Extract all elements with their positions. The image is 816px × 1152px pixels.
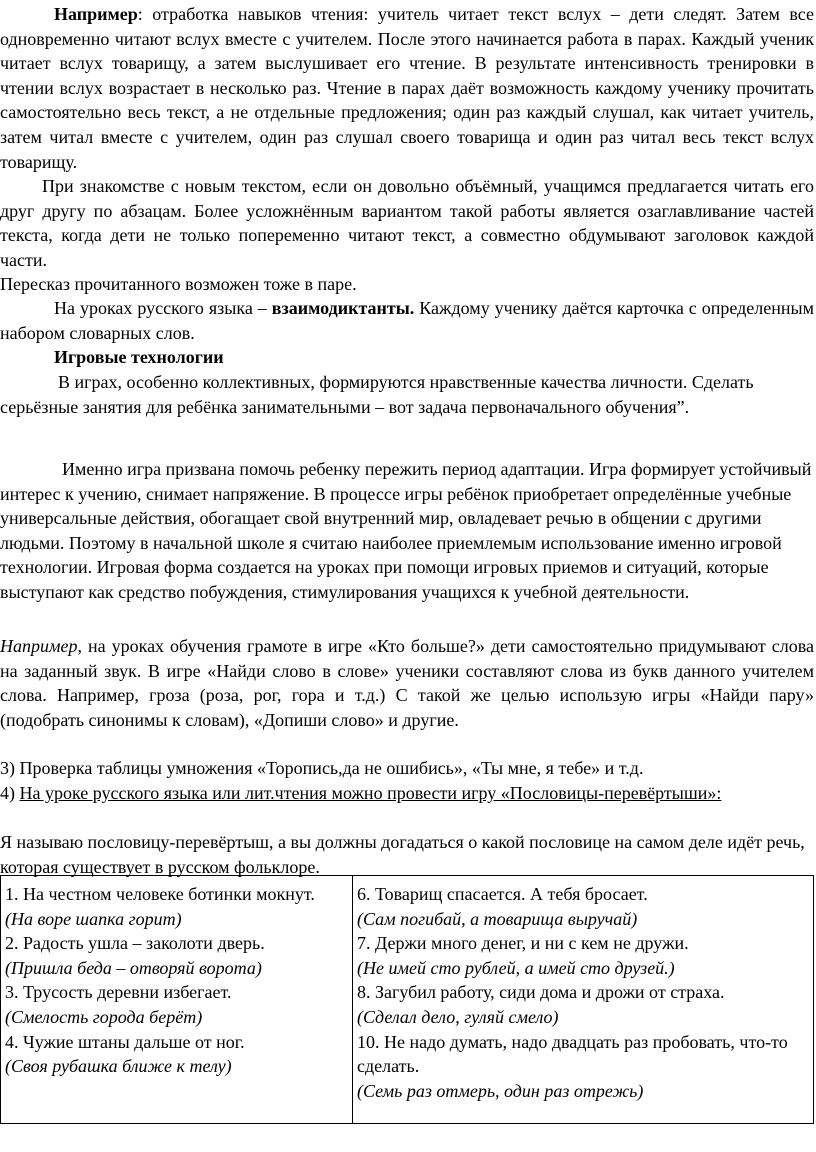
proverb-item bbox=[5, 882, 348, 907]
proverb-answer: (Семь раз отмерь, один раз отрежь) bbox=[357, 1080, 644, 1101]
paragraph-games-quote bbox=[0, 370, 814, 419]
proverb-item bbox=[5, 1030, 348, 1055]
paragraph-literacy-games bbox=[0, 634, 814, 732]
proverb-reversed: 6. Товарищ спасается. А тебя бросает. bbox=[357, 884, 648, 904]
proverb-item bbox=[5, 931, 348, 956]
paragraph-proverbs-game bbox=[0, 781, 814, 806]
section-heading bbox=[0, 345, 814, 370]
proverb-item bbox=[357, 980, 809, 1005]
proverb-reversed: 8. Загубил работу, сиди дома и дрожи от страха. bbox=[357, 982, 725, 1003]
paragraph-proverbs-instructions: Я называю пословицу-перевёртыш, а вы должны догадаться о какой пословице на самом деле идёт речь, которая существует в русском фольклоре. bbox=[0, 832, 805, 877]
paragraph-retelling: Пересказ прочитанного возможен тоже в паре. bbox=[0, 274, 357, 294]
paragraph-pair-reading-text: : отработка навыков чтения: учитель читает текст вслух – дети следят. Затем все одновременно читают вслух вместе с учителем. После этого начинается работа в парах. Каждый ученик читает вслух товарищу, а затем выслушивает его чтение. В результате интенсивность тренировки в чтении вслух возрастает в несколько раз. Чтение в парах даёт возможность каждому ученику прочитать самостоятельно весь текст, а не отдельные предложения; один раз каждый слушал, как читает учитель, затем читал вместе с учителем, один раз слушал своего товарища и один раз читал весь текст вслух товарищу. bbox=[0, 4, 814, 172]
proverb-answer: (Сделал дело, гуляй смело) bbox=[357, 1006, 559, 1027]
paragraph-games-quote-text: В играх, особенно коллективных, формируются нравственные качества личности. Сделать серьёзные занятия для ребёнка занимательными – вот задача первоначального обучения”. bbox=[0, 372, 754, 417]
paragraph-new-text-body: При знакомстве с новым текстом, если он довольно объёмный, учащимся предлагается читать его друг другу по абзацам. Более усложнённым вариантом такой работы является озаглавливание частей текста, когда дети не только попеременно читают текст, а совместно обдумывают заголовок каждой части. bbox=[0, 176, 814, 270]
proverb-reversed: 4. Чужие штаны дальше от ног. bbox=[5, 1031, 245, 1052]
proverb-reversed: 7. Держи много денег, и ни с кем не дружи. bbox=[357, 933, 689, 954]
paragraph-pair-reading bbox=[0, 2, 814, 174]
proverb-answer: (Сам погибай, а товарища выручай) bbox=[357, 908, 638, 929]
proverb-reversed: 10. Не надо думать, надо двадцать раз пробовать, что-то сделать. bbox=[357, 1031, 788, 1077]
proverbs-table bbox=[0, 875, 814, 1124]
paragraph-game-adaptation bbox=[0, 457, 814, 605]
proverb-answer: (Не имей сто рублей, а имей сто друзей.) bbox=[357, 957, 675, 978]
mutual-dictation-after: Каждому ученику даётся карточка с определенным набором словарных слов. bbox=[0, 298, 815, 343]
mutual-dictation-before: На уроках русского языка – bbox=[54, 298, 272, 318]
paragraph-literacy-games-text: , на уроках обучения грамоте в игре «Кто больше?» дети самостоятельно придумывают слова на заданный звук. В игре «Найди слово в слове» ученики составляют слова из букв данного учителем слова. Например, гроза (роза, рог, гора и т.д.) С такой же целью использую игры «Найди пару» (подобрать синонимы к словам), «Допиши слово» и другие. bbox=[0, 636, 814, 730]
paragraph-new-text bbox=[0, 174, 814, 272]
paragraph-mutual-dictation bbox=[0, 296, 814, 345]
proverbs-game-number: 4) bbox=[0, 783, 20, 803]
proverb-reversed: 3. Трусость деревни избегает. bbox=[5, 982, 232, 1003]
proverb-item bbox=[357, 1030, 809, 1079]
proverb-answer: (На воре шапка горит) bbox=[5, 908, 182, 929]
table-row bbox=[1, 876, 814, 1124]
proverb-answer: (Пришла беда – отворяй ворота) bbox=[5, 957, 262, 978]
proverb-answer: (Смелость города берёт) bbox=[5, 1006, 203, 1027]
proverb-reversed: 1. На честном человеке ботинки мокнут. bbox=[5, 884, 315, 904]
mutual-dictation-bold: взаимодиктанты. bbox=[271, 298, 415, 318]
example-label-bold: Например bbox=[54, 4, 138, 24]
proverb-item bbox=[5, 980, 348, 1005]
paragraph-game-adaptation-text: Именно игра призвана помочь ребенку пережить период адаптации. Игра формирует устойчивый интерес к учению, снимает напряжение. В процессе игры ребёнок приобретает определённые учебные универсальные действия, обогащает свой внутренний мир, овладевает речью в общении с другими людьми. Поэтому в начальной школе я считаю наиболее приемлемым использование именно игровой технологии. Игровая форма создается на уроках при помощи игровых приемов и ситуаций, которые выступают как средство побуждения, стимулирования учащихся к учебной деятельности. bbox=[0, 459, 812, 602]
proverb-answer: (Своя рубашка ближе к телу) bbox=[5, 1056, 232, 1077]
proverbs-game-underlined: На уроке русского языка или лит.чтения можно провести игру «Пословицы-перевёртыши»: bbox=[19, 783, 722, 803]
example-label-italic: Например bbox=[0, 636, 78, 656]
proverb-item bbox=[357, 931, 809, 956]
paragraph-multiplication-game: 3) Проверка таблицы умножения «Торопись,да не ошибись», «Ты мне, я тебе» и т.д. bbox=[0, 758, 644, 778]
proverbs-column-left bbox=[1, 876, 353, 1124]
proverbs-column-right bbox=[353, 876, 814, 1124]
section-heading-text: Игровые технологии bbox=[54, 347, 224, 367]
proverb-reversed: 2. Радость ушла – заколоти дверь. bbox=[5, 933, 265, 954]
proverb-item bbox=[357, 882, 809, 907]
